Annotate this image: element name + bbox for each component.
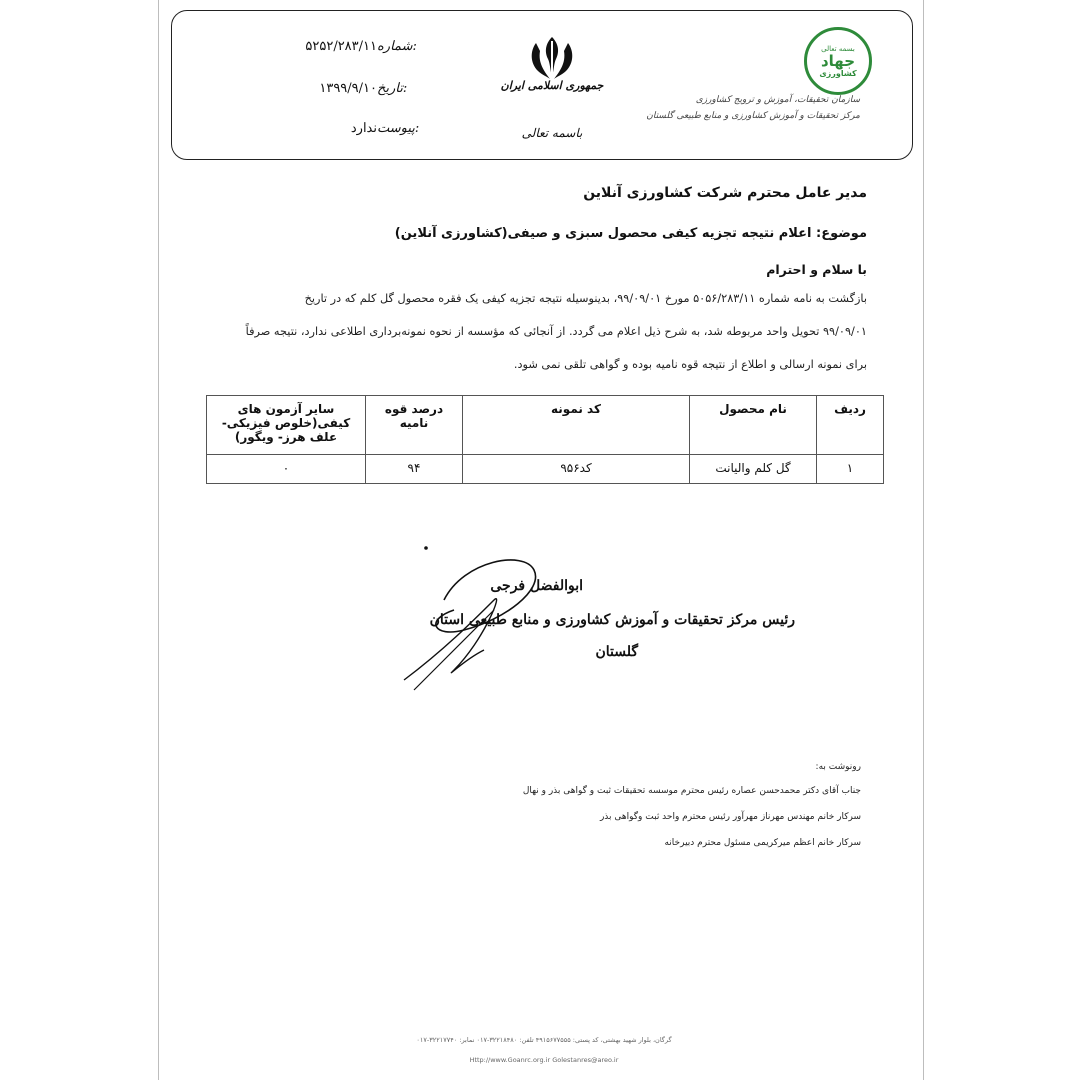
letter-page [158,0,924,1080]
signer-name: ابوالفضل فرجی [490,578,583,594]
body-line: برای نمونه ارسالی و اطلاع از نتیجه قوه نامیه بوده و گواهی تلقی نمی شود. [513,358,867,371]
iran-emblem-icon [522,33,582,83]
basmala: باسمه تعالی [521,126,583,140]
cc-line: سرکار خانم اعظم میرکریمی مسئول محترم دبیرخانه [664,838,861,848]
letter-number-label: شماره: [377,39,417,54]
subject: موضوع: اعلام نتیجه تجزیه کیفی محصول سبزی و صیفی(کشاورزی آنلاین) [394,226,867,241]
letter-number-value: ۵۲۵۲/۲۸۳/۱۱ [305,39,377,54]
header-product-name: نام محصول [690,396,817,455]
cc-line: جناب آقای دکتر محمدحسن عصاره رئیس محترم موسسه تحقیقات ثبت و گواهی بذر و نهال [522,786,861,796]
body-line: ۹۹/۰۹/۰۱ تحویل واحد مربوطه شد، به شرح ذیل اعلام می گردد. از آنجائی که مؤسسه از نحوه نمونه‌برداری اطلاعی ندارد، نتیجه صرفاً [245,325,867,338]
header-germination-percent: درصد قوه نامیه [366,396,463,455]
signer-title-province: گلستان [595,644,638,660]
greeting: با سلام و احترام [766,262,867,277]
logo-top-text: بسمه تعالی [821,44,855,53]
cell-sample-code: کد۹۵۶ [463,455,690,484]
signer-title: رئیس مرکز تحقیقات و آموزش کشاورزی و منابع طبیعی استان [429,612,795,628]
letterhead-box [171,10,913,160]
logo-main-text: جهاد [820,51,856,70]
logo-sub-text: کشاورزی [819,68,857,78]
org-line-1: سازمان تحقیقات، آموزش و ترویج کشاورزی [695,95,860,105]
footer-web: Http://www.Goanrc.org.ir Golestanres@areo.ir [469,1056,619,1064]
cell-product-name: گل کلم والیانت [690,455,817,484]
jihad-agriculture-logo [804,27,872,95]
results-table [206,395,884,484]
cc-label: رونوشت به: [815,762,861,772]
cc-line: سرکار خانم مهندس مهرناز مهرآور رئیس محترم واحد ثبت وگواهی بذر [599,812,861,822]
letter-date-value: ۱۳۹۹/۹/۱۰ [319,81,377,96]
cell-row-number: ۱ [817,455,884,484]
cell-germination-percent: ۹۴ [366,455,463,484]
letter-date-label: تاریخ: [377,81,408,96]
footer-address: گرگان، بلوار شهید بهشتی، کد پستی: ۴۹۱۵۶۷۷۵۵۵ تلفن: ۳۲۲۱۸۴۸۰-۰۱۷ نمابر: ۳۲۲۱۷۷۴۰-۰۱۷ [416,1036,672,1044]
table-header-row [207,396,884,455]
emblem-caption: جمهوری اسلامی ایران [500,79,604,92]
header-sample-code: کد نمونه [463,396,690,455]
letter-attachment-label: پیوست: [377,121,420,136]
body-line: بازگشت به نامه شماره ۵۰۵۶/۲۸۳/۱۱ مورخ ۹۹/۰۹/۰۱، بدینوسیله نتیجه تجزیه کیفی یک فقره محصول گل کلم که در تاریخ [304,292,867,305]
addressee: مدیر عامل محترم شرکت کشاورزی آنلاین [583,185,867,201]
header-other-tests: سایر آزمون های کیفی(خلوص فیزیکی- علف هرز- ویگور) [207,396,366,455]
cell-other-tests: ۰ [207,455,366,484]
letter-attachment-value: ندارد [350,121,377,136]
table-row [207,455,884,484]
header-row-number: ردیف [817,396,884,455]
org-line-2: مرکز تحقیقات و آموزش کشاورزی و منابع طبیعی گلستان [646,111,860,121]
